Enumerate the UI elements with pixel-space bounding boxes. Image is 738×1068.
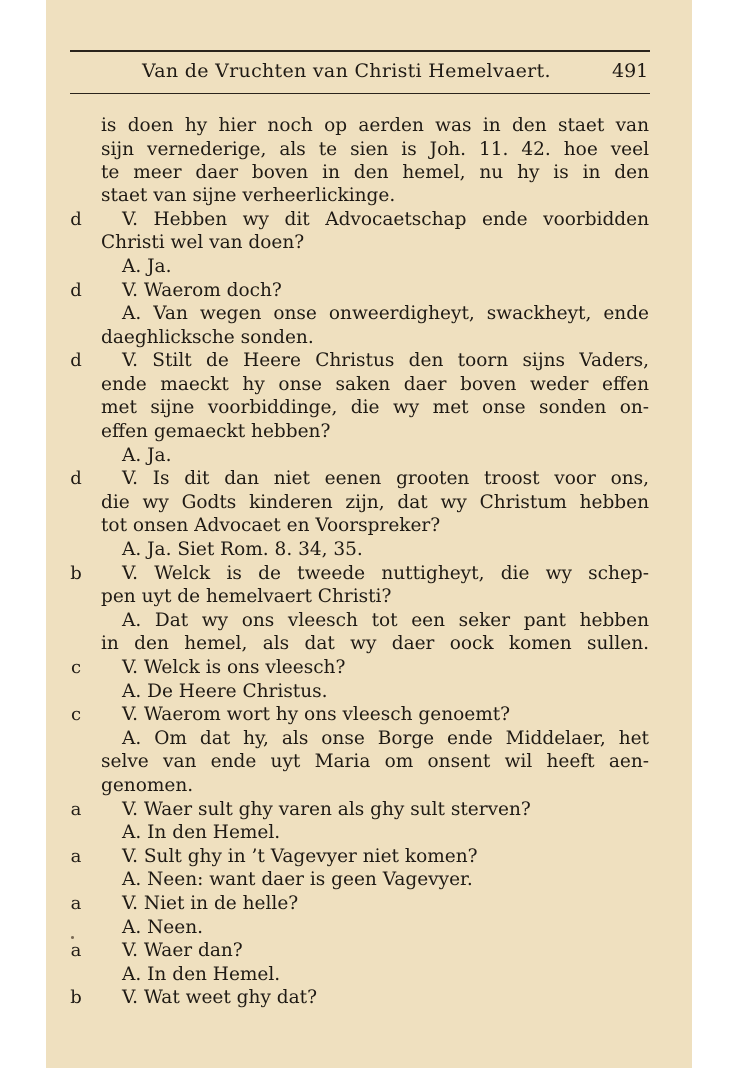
answer-line: A. Van wegen onse onweerdigheyt, swackheyt, ende xyxy=(122,303,649,324)
question-line: V. Waer sult ghy varen als ghy sult sterven? xyxy=(122,799,531,820)
text-line: is doen hy hier noch op aerden was in den staet van xyxy=(101,115,649,136)
question-line: V. Welck is ons vleesch? xyxy=(122,657,346,678)
margin-marker: b xyxy=(70,987,82,1008)
margin-marker: d xyxy=(70,209,82,230)
question-line: V. Is dit dan niet eenen grooten troost voor ons, xyxy=(122,468,649,489)
margin-marker: d xyxy=(70,280,82,301)
question-line: V. Waer dan? xyxy=(122,940,243,961)
question-line: V. Niet in de helle? xyxy=(122,893,299,914)
margin-marker: c xyxy=(70,657,82,678)
book-page xyxy=(46,0,692,1068)
text-line: genomen. xyxy=(101,775,194,796)
text-line: daeghlicksche sonden. xyxy=(101,327,314,348)
margin-marker: c xyxy=(70,704,82,725)
page-number: 491 xyxy=(612,60,649,82)
text-line: die wy Godts kinderen zijn, dat wy Christum hebben xyxy=(101,492,649,513)
question-line: V. Hebben wy dit Advocaetschap ende voorbidden xyxy=(122,209,649,230)
answer-line: A. In den Hemel. xyxy=(122,964,281,985)
text-line: effen gemaeckt hebben? xyxy=(101,421,331,442)
answer-line: A. Ja. Siet Rom. 8. 34, 35. xyxy=(122,539,363,560)
header-rule-bottom xyxy=(70,93,650,94)
text-line: sijn vernederige, als te sien is Joh. 11. 42. hoe veel xyxy=(101,139,649,160)
text-line: in den hemel, als dat wy daer oock komen sullen. xyxy=(101,633,649,654)
header-rule-top xyxy=(70,50,650,52)
question-line: V. Stilt de Heere Christus den toorn sijns Vaders, xyxy=(122,350,649,371)
answer-line: A. Ja. xyxy=(122,445,172,466)
margin-marker: a xyxy=(70,799,82,820)
answer-line: A. De Heere Christus. xyxy=(122,681,328,702)
margin-marker: b xyxy=(70,563,82,584)
question-line: V. Sult ghy in ’t Vagevyer niet komen? xyxy=(122,846,478,867)
text-line: Christi wel van doen? xyxy=(101,232,305,253)
answer-line: A. Neen. xyxy=(122,917,204,938)
answer-line: A. Dat wy ons vleesch tot een seker pant hebben xyxy=(122,610,649,631)
answer-line: A. Neen: want daer is geen Vagevyer. xyxy=(122,869,473,890)
margin-marker: a xyxy=(70,893,82,914)
text-line: pen uyt de hemelvaert Christi? xyxy=(101,586,392,607)
text-line: te meer daer boven in den hemel, nu hy is in den xyxy=(101,162,649,183)
text-line: staet van sijne verheerlickinge. xyxy=(101,185,396,206)
margin-marker: a xyxy=(70,940,82,961)
text-line: tot onsen Advocaet en Voorspreker? xyxy=(101,515,441,536)
text-line: selve van ende uyt Maria om onsent wil heeft aen- xyxy=(101,751,649,772)
text-line: ende maeckt hy onse saken daer boven weder effen xyxy=(101,374,649,395)
answer-line: A. Om dat hy, als onse Borge ende Middelaer, het xyxy=(122,728,649,749)
question-line: V. Wat weet ghy dat? xyxy=(122,987,317,1008)
question-line: V. Waerom wort hy ons vleesch genoemt? xyxy=(122,704,511,725)
text-line: met sijne voorbiddinge, die wy met onse sonden on- xyxy=(101,397,649,418)
answer-line: A. Ja. xyxy=(122,256,172,277)
running-header: Van de Vruchten van Christi Hemelvaert. xyxy=(142,60,551,82)
margin-marker: d xyxy=(70,468,82,489)
margin-marker: a xyxy=(70,846,82,867)
question-line: V. Welck is de tweede nuttigheyt, die wy schep- xyxy=(122,563,649,584)
margin-marker: d xyxy=(70,350,82,371)
answer-line: A. In den Hemel. xyxy=(122,822,281,843)
question-line: V. Waerom doch? xyxy=(122,280,282,301)
